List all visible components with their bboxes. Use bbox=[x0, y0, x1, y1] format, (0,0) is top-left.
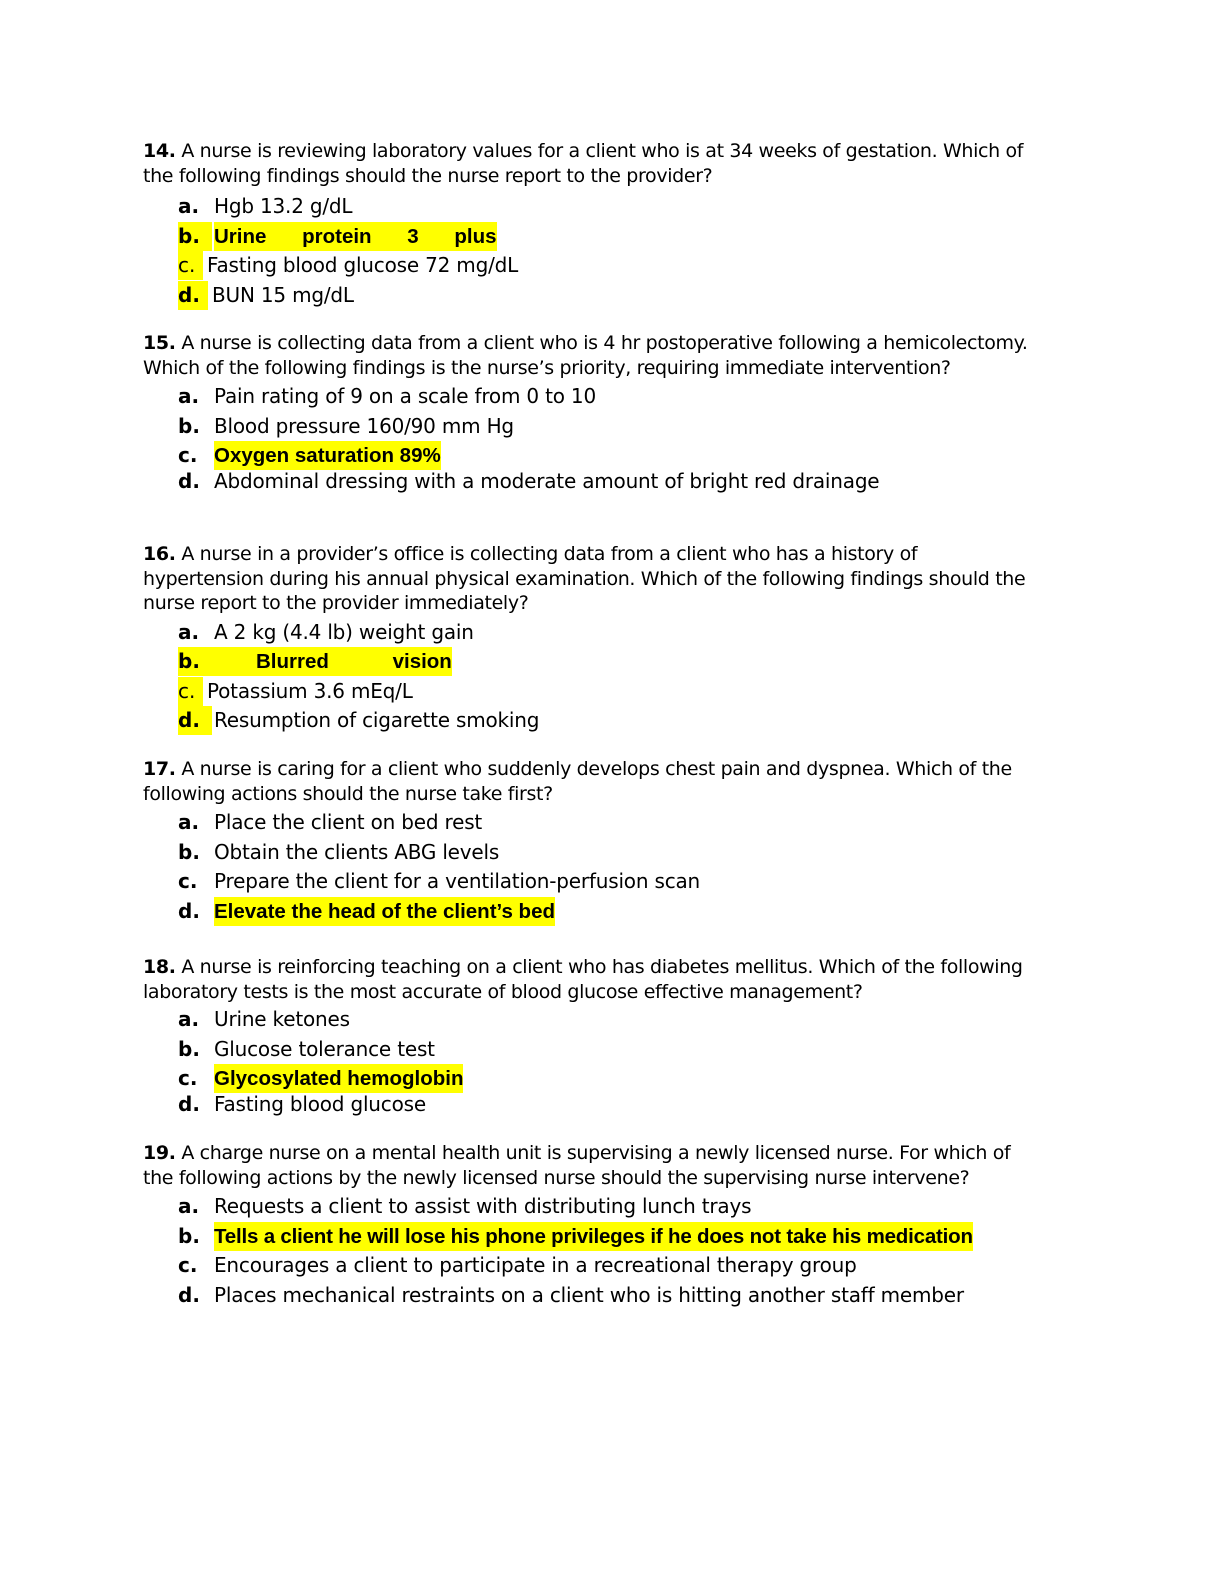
option-b: b. Blood pressure 160/90 mm Hg bbox=[178, 413, 514, 438]
option-d: d. Places mechanical restraints on a client who is hitting another staff member bbox=[178, 1282, 964, 1307]
option-d: d. Fasting blood glucose bbox=[178, 1092, 426, 1116]
option-b-correct: b. Tells a client he will lose his phone privileges if he does not take his medication bbox=[143, 1222, 1043, 1252]
option-a: a. Place the client on bed rest bbox=[178, 810, 483, 834]
question-19 bbox=[143, 1141, 1043, 1310]
question-number: 16. bbox=[143, 543, 176, 565]
question-stem bbox=[143, 955, 1043, 1004]
question-text: A nurse is reviewing laboratory values for a client who is at 34 weeks of gestation. Which of the following findings should the nurse report to the provider? bbox=[143, 140, 1024, 187]
question-16 bbox=[143, 542, 1043, 736]
option-c-correct: c. Oxygen saturation 89% bbox=[143, 441, 1043, 467]
option-b: b. Obtain the clients ABG levels bbox=[178, 839, 500, 864]
options-list bbox=[143, 618, 1043, 736]
question-number: 14. bbox=[143, 140, 176, 162]
question-18 bbox=[143, 955, 1043, 1120]
question-number: 19. bbox=[143, 1142, 176, 1164]
question-text: A charge nurse on a mental health unit is supervising a newly licensed nurse. For which of the following actions by the newly licensed nurse should the supervising nurse intervene? bbox=[143, 1142, 1011, 1189]
options-list bbox=[143, 1005, 1043, 1120]
option-d: d. Resumption of cigarette smoking bbox=[143, 706, 1043, 736]
question-stem bbox=[143, 757, 1043, 806]
options-list bbox=[143, 192, 1043, 310]
options-list bbox=[143, 808, 1043, 926]
question-stem bbox=[143, 331, 1043, 380]
question-text: A nurse in a provider’s office is collecting data from a client who has a history of hypertension during his annual physical examination. Which of the following findings should the nurse report to the provider immediately? bbox=[143, 543, 1026, 614]
option-b-correct: b. Urine protein 3 plus bbox=[143, 222, 1043, 252]
option-a: a. Hgb 13.2 g/dL bbox=[178, 194, 353, 218]
option-c: c. Fasting blood glucose 72 mg/dL bbox=[143, 251, 1043, 281]
question-stem bbox=[143, 1141, 1043, 1190]
question-stem bbox=[143, 542, 1043, 616]
option-c-correct: c. Glycosylated hemoglobin bbox=[143, 1064, 1043, 1090]
question-15 bbox=[143, 331, 1043, 497]
option-c: c. Prepare the client for a ventilation-perfusion scan bbox=[178, 869, 701, 893]
options-list bbox=[143, 1192, 1043, 1310]
option-a: a. Requests a client to assist with distributing lunch trays bbox=[178, 1194, 752, 1218]
option-b: b. Glucose tolerance test bbox=[178, 1036, 435, 1061]
option-a: a. Urine ketones bbox=[178, 1007, 350, 1031]
option-d: d. BUN 15 mg/dL bbox=[143, 281, 1043, 311]
question-text: A nurse is collecting data from a client who is 4 hr postoperative following a hemicolectomy. Which of the following findings is the nurse’s priority, requiring immediate intervention? bbox=[143, 332, 1028, 379]
option-d-correct: d. Elevate the head of the client’s bed bbox=[143, 897, 1043, 927]
option-a: a. Pain rating of 9 on a scale from 0 to 10 bbox=[178, 384, 596, 408]
option-c: c. Encourages a client to participate in a recreational therapy group bbox=[178, 1253, 857, 1277]
question-17 bbox=[143, 757, 1043, 926]
option-d: d. Abdominal dressing with a moderate amount of bright red drainage bbox=[178, 469, 880, 493]
question-stem bbox=[143, 139, 1043, 188]
option-b-correct: b. Blurred vision bbox=[143, 647, 1043, 677]
option-a: a. A 2 kg (4.4 lb) weight gain bbox=[178, 619, 474, 644]
option-c: c. Potassium 3.6 mEq/L bbox=[143, 677, 1043, 707]
question-text: A nurse is caring for a client who suddenly develops chest pain and dyspnea. Which of the following actions should the nurse take first? bbox=[143, 758, 1012, 805]
question-14 bbox=[143, 139, 1043, 310]
question-number: 15. bbox=[143, 332, 176, 354]
question-text: A nurse is reinforcing teaching on a client who has diabetes mellitus. Which of the following laboratory tests is the most accurate of blood glucose effective management? bbox=[143, 956, 1023, 1003]
options-list bbox=[143, 382, 1043, 497]
question-number: 17. bbox=[143, 758, 176, 780]
question-number: 18. bbox=[143, 956, 176, 978]
